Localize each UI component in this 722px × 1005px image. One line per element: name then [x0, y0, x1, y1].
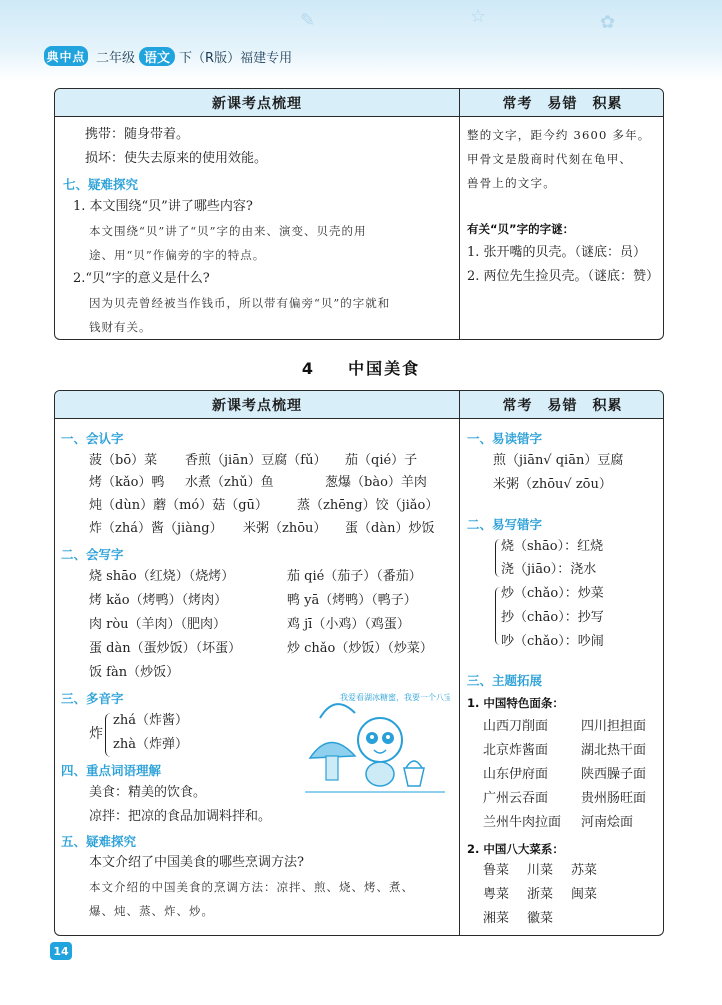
section-heading: 一、易读错字	[467, 431, 543, 446]
section-heading: 五、疑难探究	[61, 834, 137, 849]
word-line: 损坏：使失去原来的使用效能。	[85, 151, 268, 166]
question-line: 1. 本文围绕“贝”讲了哪些内容?	[73, 199, 253, 214]
easy-read-item: 煎（jiān√ qiān）豆腐	[493, 453, 624, 468]
bottom-left-heading: 新课考点梳理	[55, 391, 459, 419]
recognize-char: 葱爆（bào）羊肉	[325, 475, 427, 490]
note-line: 整的文字，距今约 3600 多年。	[467, 128, 651, 142]
answer-line: 途、用“贝”作偏旁的字的特点。	[89, 248, 266, 262]
noodle-item: 陕西臊子面	[581, 767, 647, 782]
recognize-char: 烤（kǎo）鸭	[89, 475, 165, 490]
running-header	[44, 44, 292, 68]
answer-line: 本文介绍的中国美食的烹调方法：凉拌、煎、烧、烤、煮、	[89, 880, 414, 894]
cuisine-item: 徽菜	[527, 911, 554, 926]
write-char: 肉 ròu（羊肉）（肥肉）	[89, 617, 227, 632]
noodle-item: 广州云吞面	[483, 791, 549, 806]
polyphone-reading: zhá（炸酱）	[113, 713, 188, 728]
easy-write-item: 烧（shāo）：红烧	[501, 539, 604, 554]
grade-label: 二年级	[96, 50, 136, 66]
question-line: 本文介绍了中国美食的哪些烹调方法?	[89, 855, 304, 870]
answer-line: 因为贝壳曾经被当作钱币，所以带有偏旁“贝”的字就和	[89, 296, 391, 310]
mascot-note: 我爱看湖冰糖蜜，我要一个八宝	[340, 693, 450, 702]
logo: 典中点	[44, 46, 88, 66]
polyphone-reading: zhà（炸弹）	[113, 737, 188, 752]
easy-write-item: 抄（chāo）：抄写	[501, 610, 604, 625]
doodle-icon: ✿	[600, 12, 616, 33]
bottom-right-heading: 常考 易错 积累	[459, 391, 664, 419]
section-heading: 一、会认字	[61, 431, 124, 446]
noodle-item: 山东伊府面	[483, 767, 549, 782]
recognize-char: 菠（bō）菜	[89, 453, 158, 468]
riddle-title: 有关“贝”字的字谜：	[467, 222, 575, 236]
doodle-icon: ✎	[300, 10, 316, 31]
top-banner	[0, 0, 722, 80]
recognize-char: 香煎（jiān）豆腐（fǔ）	[185, 453, 327, 468]
section-heading: 七、疑难探究	[63, 177, 139, 192]
mascot-illustration	[300, 688, 450, 798]
recognize-char: 蛋（dàn）炒饭	[345, 521, 435, 536]
noodle-item: 湖北热干面	[581, 743, 647, 758]
cuisines-title: 2. 中国八大菜系：	[467, 842, 564, 856]
write-char: 蛋 dàn（蛋炒饭）（坏蛋）	[89, 641, 242, 656]
answer-line: 爆、炖、蒸、炸、炒。	[89, 904, 214, 918]
easy-write-item: 浇（jiāo）：浇水	[501, 562, 597, 577]
write-char: 炒 chǎo（炒饭）（炒菜）	[287, 641, 433, 656]
easy-write-item: 炒（chǎo）：炒菜	[501, 586, 604, 601]
section-heading: 三、多音字	[61, 691, 124, 706]
top-panel	[54, 88, 664, 340]
write-char: 鸭 yā（烤鸭）（鸭子）	[287, 593, 417, 608]
noodle-item: 四川担担面	[581, 719, 647, 734]
lesson-name: 中国美食	[348, 359, 421, 378]
noodle-item: 河南烩面	[581, 815, 634, 830]
recognize-char: 水煮（zhǔ）鱼	[185, 475, 274, 490]
top-left-heading: 新课考点梳理	[55, 89, 459, 117]
recognize-char: 蒸（zhēng）饺（jiǎo）	[297, 498, 439, 513]
brace-icon	[495, 539, 500, 577]
cuisine-item: 闽菜	[571, 887, 598, 902]
cuisine-item: 浙菜	[527, 887, 554, 902]
section-heading: 三、主题拓展	[467, 673, 543, 688]
brace-icon	[105, 713, 111, 757]
easy-read-item: 米粥（zhōu√ zōu）	[493, 477, 612, 492]
top-right-heading: 常考 易错 积累	[459, 89, 664, 117]
write-char: 饭 fàn（炒饭）	[89, 665, 180, 680]
write-char: 烤 kǎo（烤鸭）（烤肉）	[89, 593, 228, 608]
section-heading: 四、重点词语理解	[61, 763, 162, 778]
question-line: 2.“贝”字的意义是什么?	[73, 271, 210, 286]
section-heading: 二、会写字	[61, 547, 124, 562]
doodle-icon: ☆	[470, 6, 487, 27]
easy-write-item: 吵（chǎo）：吵闹	[501, 634, 604, 649]
word-meaning: 美食：精美的饮食。	[89, 785, 207, 800]
noodle-item: 贵州肠旺面	[581, 791, 647, 806]
write-char: 茄 qié（茄子）（番茄）	[287, 569, 422, 584]
cuisine-item: 粤菜	[483, 887, 510, 902]
note-line: 兽骨上的文字。	[467, 176, 556, 190]
recognize-char: 茄（qié）子	[345, 453, 418, 468]
section-heading: 二、易写错字	[467, 517, 543, 532]
write-char: 烧 shāo（红烧）（烧烤）	[89, 569, 235, 584]
answer-line: 钱财有关。	[89, 320, 152, 334]
edition-label: 下（R版）福建专用	[179, 50, 293, 66]
lesson-title	[0, 356, 722, 379]
cuisine-item: 湘菜	[483, 911, 510, 926]
noodle-item: 北京炸酱面	[483, 743, 549, 758]
word-line: 携带：随身带着。	[85, 127, 190, 142]
cuisine-item: 苏菜	[571, 863, 598, 878]
noodle-item: 山西刀削面	[483, 719, 549, 734]
lesson-number: 4	[301, 359, 315, 378]
word-meaning: 凉拌：把凉的食品加调料拌和。	[89, 809, 272, 824]
riddle-line: 2. 两位先生捡贝壳。（谜底：赞）	[467, 269, 660, 284]
column-divider	[459, 89, 460, 339]
subject-badge: 语文	[139, 47, 175, 66]
cuisine-item: 鲁菜	[483, 863, 510, 878]
noodles-title: 1. 中国特色面条：	[467, 696, 564, 710]
recognize-char: 炖（dùn）蘑（mó）菇（gū）	[89, 498, 268, 513]
answer-line: 本文围绕“贝”讲了“贝”字的由来、演变、贝壳的用	[89, 224, 367, 238]
brace-icon	[495, 587, 500, 645]
recognize-char: 炸（zhá）酱（jiàng）	[89, 521, 223, 536]
polyphone-char: 炸	[89, 726, 103, 742]
cuisine-item: 川菜	[527, 863, 554, 878]
riddle-line: 1. 张开嘴的贝壳。（谜底：员）	[467, 245, 647, 260]
bottom-panel	[54, 390, 664, 936]
recognize-char: 米粥（zhōu）	[243, 521, 327, 536]
write-char: 鸡 jī（小鸡）（鸡蛋）	[287, 617, 410, 632]
noodle-item: 兰州牛肉拉面	[483, 815, 562, 830]
page-number: 14	[50, 942, 72, 960]
note-line: 甲骨文是殷商时代刻在龟甲、	[467, 152, 633, 166]
mascot-icon	[300, 688, 450, 798]
column-divider	[459, 391, 460, 935]
